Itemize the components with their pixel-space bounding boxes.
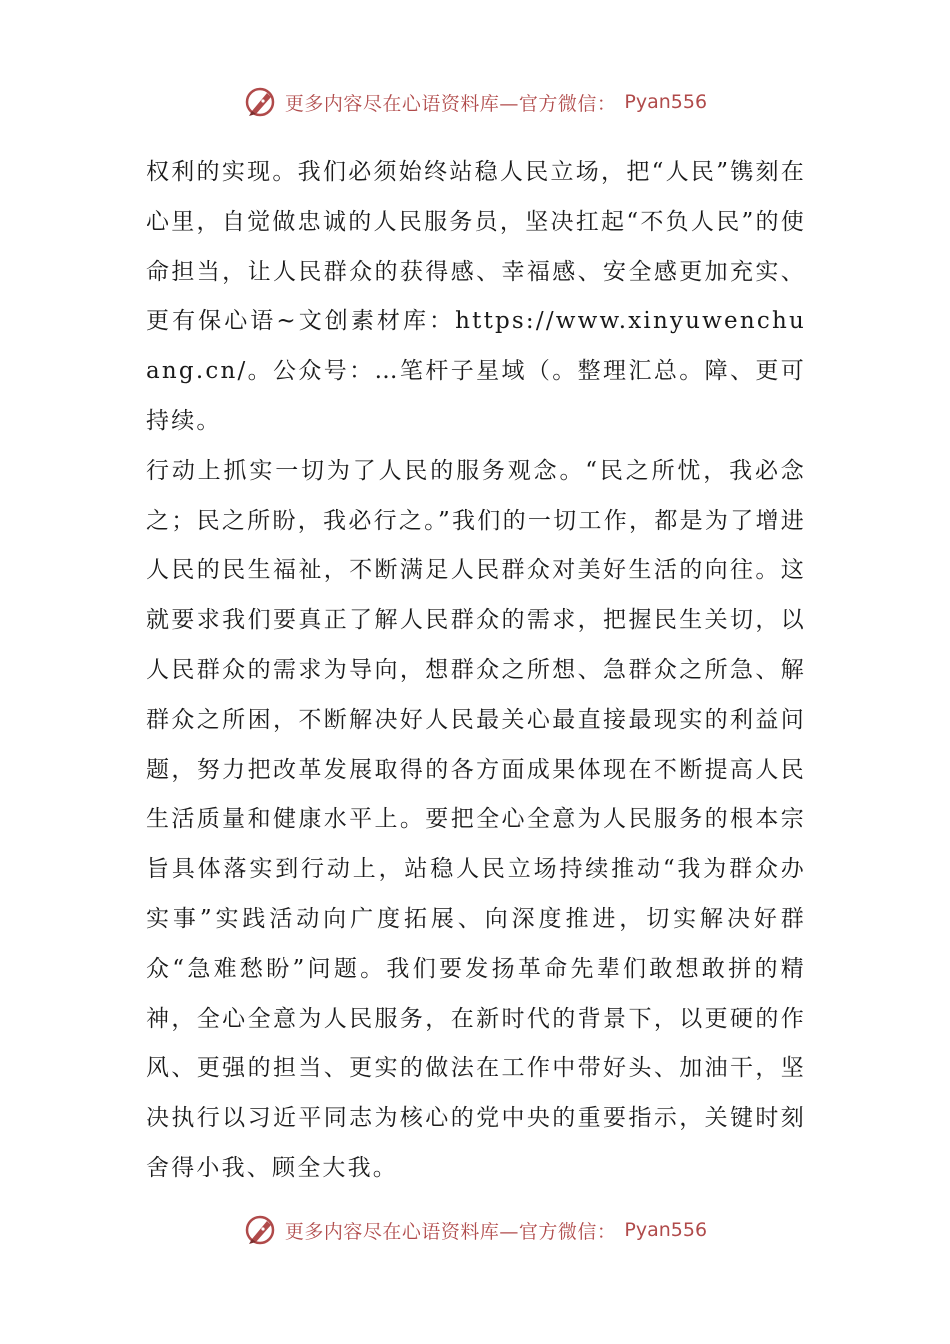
paragraph-2: 行动上抓实一切为了人民的服务观念。“民之所忧，我必念之；民之所盼，我必行之。”我们的一切工作，都是为了增进人民的民生福祉，不断满足人民群众对美好生活的向往。这就要求我们要真正了解人民群众的需求，把握民生关切，以人民群众的需求为导向，想群众之所想、急群众之所急、解群众之所困，不断解决好人民最关心最直接最现实的利益问题，努力把改革发展取得的各方面成果体现在不断提高人民生活质量和健康水平上。要把全心全意为人民服务的根本宗旨具体落实到行动上，站稳人民立场持续推动“我为群众办实事”实践活动向广度拓展、向深度推进，切实解决好群众“急难愁盼”问题。我们要发扬革命先辈们敢想敢拼的精神，全心全意为人民服务，在新时代的背景下，以更硬的作风、更强的担当、更实的做法在工作中带好头、加油干，坚决执行以习近平同志为核心的党中央的重要指示，关键时刻舍得小我、顾全大我。	[146, 457, 806, 1181]
footer-wechat-id: Pyan556	[624, 1219, 708, 1241]
footer-banner	[0, 1210, 950, 1250]
header-banner-text: 更多内容尽在心语资料库—官方微信：	[284, 92, 617, 115]
paragraph-1: 权利的实现。我们必须始终站稳人民立场，把“人民”镌刻在心里，自觉做忠诚的人民服务员，坚决扛起“不负人民”的使命担当，让人民群众的获得感、幸福感、安全感更加充实、更有保心语~文创素材库：https://www.xinyuwenchuang.cn/。公众号：…笔杆子星域（。整理汇总。障、更可持续。	[146, 159, 806, 434]
document-body	[146, 148, 806, 1194]
pen-nib-logo-icon	[243, 85, 277, 119]
pen-nib-logo-icon	[243, 1213, 277, 1247]
header-wechat-id: Pyan556	[624, 91, 708, 113]
footer-banner-text: 更多内容尽在心语资料库—官方微信：	[284, 1220, 617, 1243]
header-banner	[0, 82, 950, 122]
